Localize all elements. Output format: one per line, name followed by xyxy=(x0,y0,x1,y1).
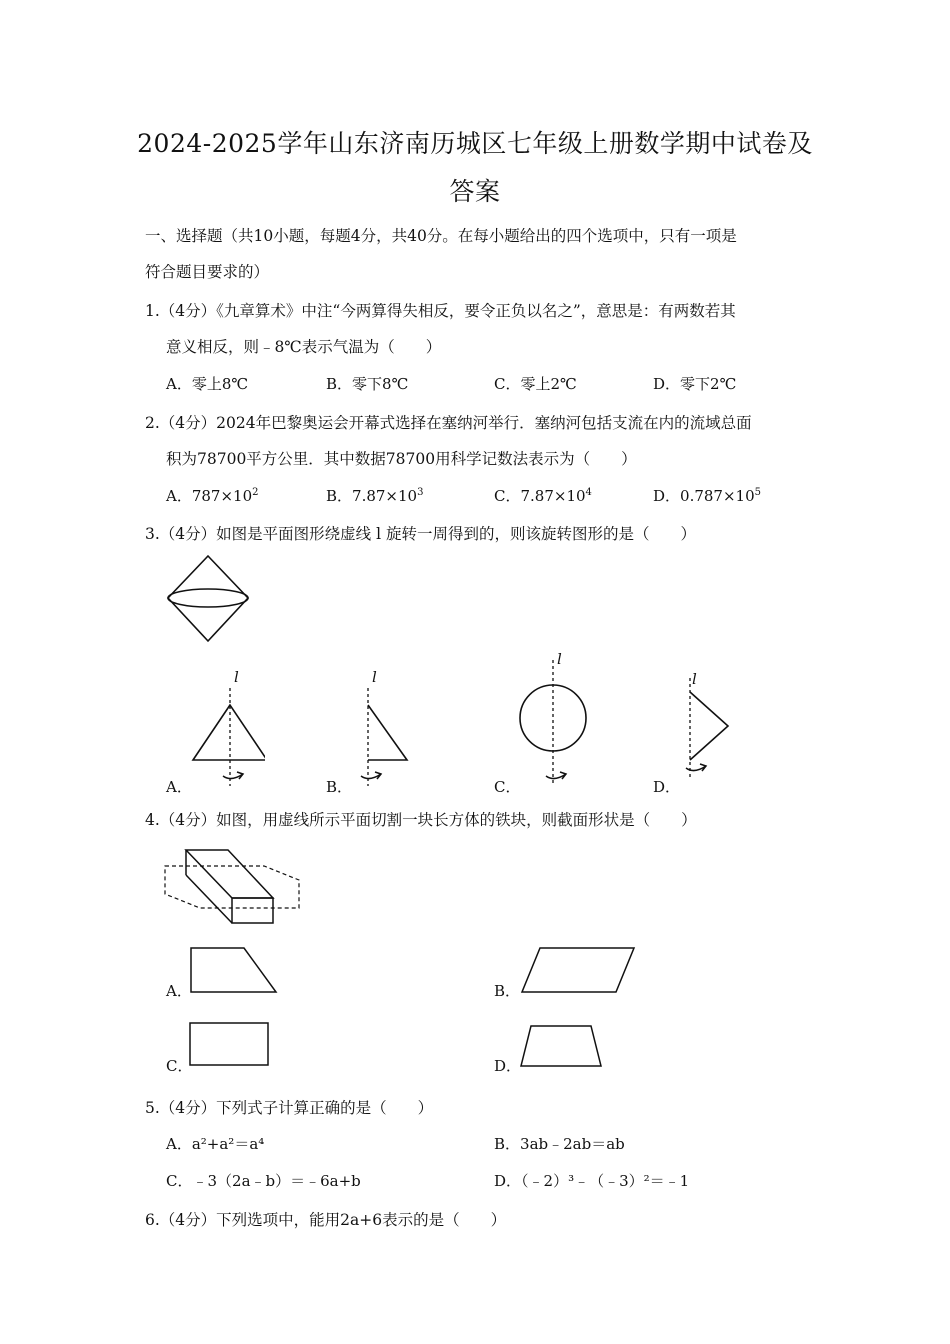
q3-option-d-axis-label: l xyxy=(692,670,697,688)
q3-option-a-axis-label: l xyxy=(234,668,239,686)
q3-option-b: B． xyxy=(326,778,353,796)
q4-option-b-shape xyxy=(518,944,640,996)
q3-stem-line-1: 3.（4分）如图是平面图形绕虚线 l 旋转一周得到的，则该旋转图形的是（ ） xyxy=(145,525,696,543)
q4-option-d: D． xyxy=(494,1057,522,1075)
q4-option-a-shape xyxy=(186,944,281,996)
q5-option-c: C．﹣3（2a﹣b）＝﹣6a+b xyxy=(166,1172,361,1190)
q1-option-c: C．零上2℃ xyxy=(494,375,577,393)
q3-option-d: D． xyxy=(653,778,681,796)
q2-option-c: C．$7.87\times 10^4$ xyxy=(494,487,592,505)
q2-option-b: B．$7.87\times 10^3$ xyxy=(326,487,424,505)
q2-option-a: A．$787\times 10^2$ xyxy=(166,487,259,505)
q2-stem-line-2: 积为78700平方公里．其中数据78700用科学记数法表示为（ ） xyxy=(166,450,637,468)
q3-option-d-figure xyxy=(680,670,750,790)
q3-option-a: A． xyxy=(166,778,192,796)
q4-stem-line-1: 4.（4分）如图，用虚线所示平面切割一块长方体的铁块，则截面形状是（ ） xyxy=(145,811,697,829)
q3-option-c-axis-label: l xyxy=(557,650,562,668)
q5-stem-line-1: 5.（4分）下列式子计算正确的是（ ） xyxy=(145,1099,434,1117)
q6-stem-line-1: 6.（4分）下列选项中，能用2a+6表示的是（ ） xyxy=(145,1211,507,1229)
section1-line-1: 一、选择题（共10小题，每题4分，共40分。在每小题给出的四个选项中，只有一项是 xyxy=(145,227,737,245)
title-line-2: 答案 xyxy=(449,177,501,206)
q1-option-a: A．零上8℃ xyxy=(166,375,249,393)
q5-option-a: A．a²+a²＝a⁴ xyxy=(166,1135,265,1153)
q1-stem-line-1: 1.（4分）《九章算术》中注“今两算得失相反，要令正负以名之”，意思是：有两数若其 xyxy=(145,302,736,320)
q1-option-d: D．零下2℃ xyxy=(653,375,737,393)
q4-option-d-shape xyxy=(515,1022,607,1072)
q4-option-c-shape xyxy=(186,1019,274,1069)
q3-option-c: C． xyxy=(494,778,521,796)
q5-option-d: D．（﹣2）³﹣（﹣3）²＝﹣1 xyxy=(494,1172,690,1190)
q4-option-c: C． xyxy=(166,1057,193,1075)
q5-option-b: B．3ab﹣2ab＝ab xyxy=(494,1135,625,1153)
q2-option-d: D．$0.787\times 10^5$ xyxy=(653,487,761,505)
q3-option-a-figure xyxy=(185,670,265,790)
q1-option-b: B．零下8℃ xyxy=(326,375,409,393)
title-line-1: 2024-2025学年山东济南历城区七年级上册数学期中试卷及 xyxy=(137,129,813,158)
q4-option-b: B． xyxy=(494,982,521,1000)
q4-option-a: A． xyxy=(166,982,192,1000)
q3-option-b-figure xyxy=(345,670,425,790)
q3-option-c-figure xyxy=(512,650,602,790)
q3-solid-figure xyxy=(160,550,260,670)
q2-stem-line-1: 2.（4分）2024年巴黎奥运会开幕式选择在塞纳河举行．塞纳河包括支流在内的流域总面 xyxy=(145,414,752,432)
q1-stem-line-2: 意义相反，则﹣8℃表示气温为（ ） xyxy=(166,338,442,356)
q3-option-b-axis-label: l xyxy=(372,668,377,686)
section1-line-2: 符合题目要求的） xyxy=(145,263,270,281)
q4-cuboid-figure xyxy=(160,840,310,930)
